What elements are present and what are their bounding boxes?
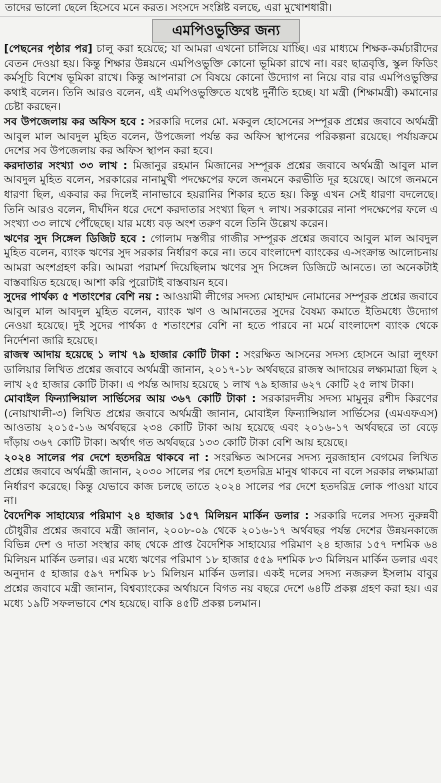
- paragraph-heading: রাজস্ব আদায় হয়েছে ১ লাখ ৭৯ হাজার কোটি টাকা :: [4, 349, 240, 362]
- article-paragraph: [4, 42, 438, 115]
- article-paragraph: [4, 232, 438, 290]
- paragraph-text: সংরক্ষিত আসনের সদস্য হোসনে আরা লুৎফা ডালিয়ার লিখিত প্রশ্নের জবাবে অর্থমন্ত্রী জানান, ২০১৭-১৮ অর্থবছরে রাজস্ব আদায়ের লক্ষ্যমাত্রা ছিল ২ লাখ ২৫ হাজার কোটি টাকা। এ পর্যন্ত আদায় হয়েছে ১ লাখ ৭৯ হাজার ৬২৭ কোটি ২৫ লাখ টাকা।: [4, 349, 438, 391]
- paragraph-text: মিজানুর রহমান মিজানের সম্পূরক প্রশ্নের জবাবে অর্থমন্ত্রী আবুল মাল আবদুল মুহিত বলেন, সরকারের নানামুখী পদক্ষেপের ফলে জনমনে করভীতি দূর হয়েছে। আগে জনমনে ধারণা ছিল, একবার কর দিলেই নানাভাবে হয়রানির শিকার হতে হয়। কিন্তু এখন সেই ধারণা বদলেছে। তিনি আরও বলেন, দীর্ঘদিন ধরে দেশে করদাতার সংখ্যা ছিল ৭ লাখ। সরকারের নানা পদক্ষেপের ফলে এ সংখ্যা ৩৩ লাখে পৌঁছেছে। যার মধ্যে বড় অংশ তরুণ বলে তিনি উল্লেখ করেন।: [4, 159, 439, 231]
- paragraph-text: আওয়ামী লীগের সদস্য মোহাম্মদ নোমানের সম্পূরক প্রশ্নের জবাবে আবুল মাল আবদুল মুহিত বলেন, ব্যাংক ঋণ ও আমানতের সুদের বৈষম্য কমাতে ইতিমধ্যে উদ্যোগ নেওয়া হয়েছে। দুই সুদের পার্থক্য ৫ শতাংশের বেশি না হতে পারবে না মর্মে বাংলাদেশ ব্যাংক থেকে নির্দেশনা জারি হয়েছে।: [4, 291, 438, 347]
- paragraph-text: সরকারি দলের সদস্য নুরুন্নবী চৌধুরীর প্রশ্নের জবাবে মন্ত্রী জানান, ২০০৮-০৯ থেকে ২০১৬-১৭ অর্থবছর পর্যন্ত দেশের উন্নয়নকাজে বিভিন্ন দেশ ও দাতা সংস্থার কাছ থেকে প্রাপ্ত বৈদেশিক সাহায্যের পরিমাণ ২৪ হাজার ১৫৭ দশমিক ৬৪ মিলিয়ন মার্কিন ডলার। এর মধ্যে ঋণের পরিমাণ ১৮ হাজার ৫৫৯ দশমিক ৮৩ মিলিয়ন মার্কিন ডলার এবং অনুদান ৫ হাজার ৫৯৭ দশমিক ৮১ মিলিয়ন মার্কিন ডলার। একই দলের সদস্য নজরুল ইসলাম বাবুর প্রশ্নের জবাবে মন্ত্রী জানান, বিশ্বব্যাংকের অর্থায়নে বিগত নয় বছরে দেশে ৬৪টি প্রকল্প গ্রহণ করা হয়। এর মধ্যে ১৯টি সফলভাবে শেষ হয়েছে। বাকি ৪৫টি প্রকল্প চলমান।: [4, 510, 438, 610]
- paragraph-heading: করদাতার সংখ্যা ৩৩ লাখ :: [4, 159, 128, 172]
- article-paragraph: [4, 451, 438, 509]
- article-paragraph: [4, 348, 438, 392]
- paragraph-text: সরকারি দলের মো. মকবুল হোসেনের সম্পূরক প্রশ্নের জবাবে অর্থমন্ত্রী আবুল মাল আবদুল মুহিত বলেন, উপজেলা পর্যন্ত কর অফিস স্থাপনের পরিকল্পনা রয়েছে। পর্যায়ক্রমে দেশের সব উপজেলায় কর অফিস স্থাপন করা হবে।: [4, 115, 438, 158]
- paragraph-text: চালু করা হয়েছে; যা আমরা এখনো চালিয়ে যাচ্ছি। এর মাধ্যমে শিক্ষক-কর্মচারীদের বেতন দেওয়া হয়। কিন্তু শিক্ষার উন্নয়নে এমপিওভুক্তি কোনো ভূমিকা রাখে না। বরং ছাত্রবৃত্তি, স্কুল ফিডিং কর্মসূচি বিশেষ ভূমিকা রাখে। কিন্তু আপনারা সে বিষয়ে কোনো উদ্যোগ না নিয়ে বার বার এমপিওভুক্তির কথাই বলেন। তিনি আরও বলেন, এই এমপিওভুক্তিতে যথেষ্ট দুর্নীতি হচ্ছে। যা মন্ত্রী (শিক্ষামন্ত্রী) কমানোর চেষ্টা করছেন।: [4, 43, 439, 114]
- article-paragraph: [4, 159, 438, 232]
- article-paragraph: [4, 509, 438, 611]
- paragraph-heading: ২০২৪ সালের পর দেশে হতদরিদ্র থাকবে না :: [4, 451, 209, 464]
- paragraph-text: সরকারদলীয় সদস্য মামুনুর রশীদ কিরণের (নোয়াখালী-৩) লিখিত প্রশ্নের জবাবে অর্থমন্ত্রী জানান, মোবাইল ফিন্যান্সিয়াল সার্ভিসের (এমএফএস) আওতায় ২০১৫-১৬ অর্থবছরে ২৩৪ কোটি টাকা আয় হয়েছে এবং ২০১৬-১৭ অর্থবছরে তা বেড়ে দাঁড়ায় ৩৬৭ কোটি টাকা। অর্থাৎ গত অর্থবছরে ১৩৩ কোটি টাকা বেশি আয় হয়েছে।: [4, 393, 438, 450]
- paragraph-heading: ঋণের সুদ সিঙ্গেল ডিজিট হবে :: [4, 232, 146, 245]
- paragraph-heading: মোবাইল ফিন্যান্সিয়াল সার্ভিসের আয় ৩৬৭ কোটি টাকা :: [4, 393, 257, 406]
- paragraph-heading: [পেছনের পৃষ্ঠার পর]: [4, 43, 93, 55]
- paragraph-heading: সব উপজেলায় কর অফিস হবে :: [4, 115, 145, 128]
- article-paragraph: [4, 115, 438, 159]
- article-paragraph: [4, 290, 438, 348]
- previous-column-tail: তাদের ভালো ছেলে হিসেবে মনে করত। সংসদে সংশ্লিষ্ট বলছে, এরা মুখোশধারী।: [0, 0, 441, 17]
- paragraph-text: গোলাম দস্তগীর গাজীর সম্পূরক প্রশ্নের জবাবে আবুল মাল আবদুল মুহিত বলেন, ব্যাংক ঋণের সুদ সরকার নির্ধারণ করে না। তবে বাংলাদেশ ব্যাংকের এ-সংক্রান্ত আলোচনায় আমরা অংশগ্রহণ করি। আমরা পরামর্শ দিয়েছিলাম ঋণের সুদ সিঙ্গেল ডিজিটে আনতে। তা অনেকটাই বাস্তবায়িত হয়েছে। আশা করি পুরোটাই বাস্তবায়ন হবে।: [4, 232, 438, 289]
- paragraph-text: সংরক্ষিত আসনের সদস্য নুরজাহান বেগমের লিখিত প্রশ্নের জবাবে অর্থমন্ত্রী জানান, ২০৩০ সালের পর দেশে হতদরিদ্র মানুষ থাকবে না বলে সরকার লক্ষ্যমাত্রা নির্ধারণ করেছে। কিন্তু যেভাবে কাজ চলছে তাতে ২০২৪ সালের পর দেশে হতদরিদ্র লোক পাওয়া যাবে না।: [4, 451, 438, 508]
- paragraph-heading: সুদের পার্থক্য ৫ শতাংশের বেশি নয় :: [4, 291, 160, 304]
- paragraph-heading: বৈদেশিক সাহায্যের পরিমাণ ২৪ হাজার ১৫৭ মিলিয়ন মার্কিন ডলার :: [4, 510, 310, 522]
- article-paragraph: [4, 392, 438, 450]
- article-body: [4, 42, 438, 611]
- article-title: এমপিওভুক্তির জন্য: [152, 19, 300, 43]
